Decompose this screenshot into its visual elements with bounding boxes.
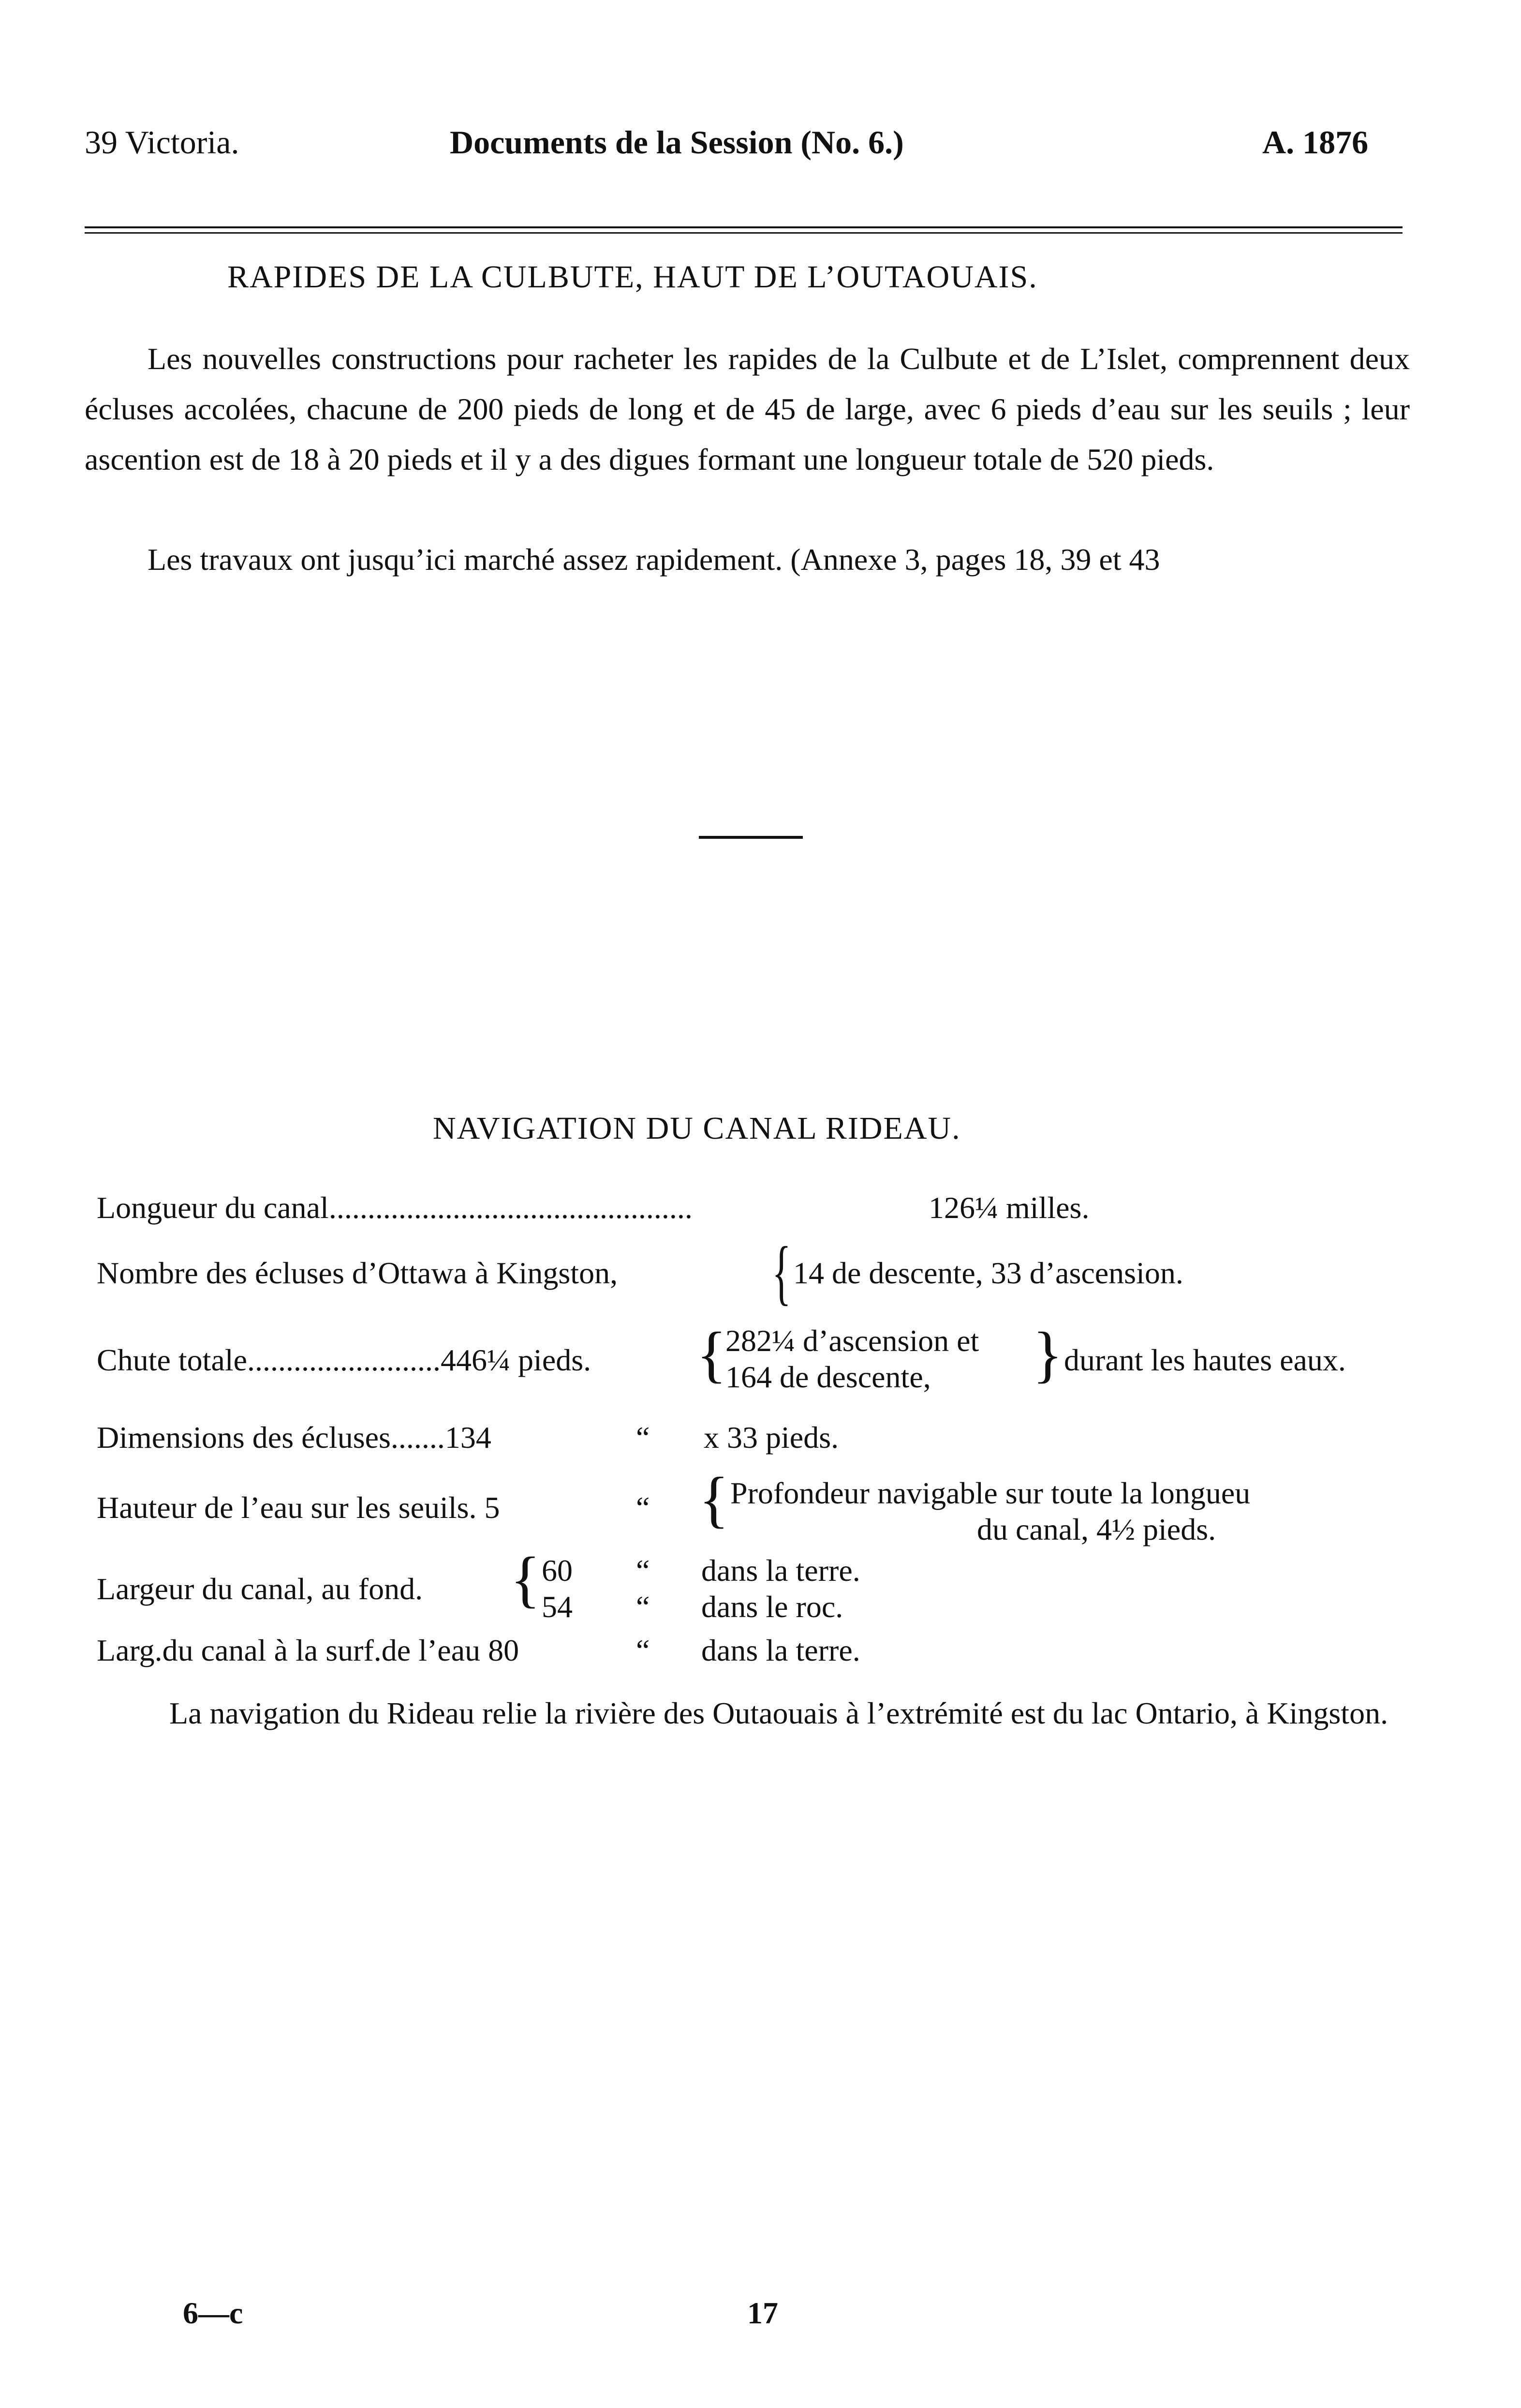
hauteur-line-1: Profondeur navigable sur toute la longueu: [730, 1476, 1251, 1510]
section-title-culbute: RAPIDES DE LA CULBUTE, HAUT DE L’OUTAOUAIS.: [227, 259, 1038, 295]
nombre-value: 14 de descente, 33 d’ascension.: [793, 1256, 1183, 1290]
largeur-quote-2: “: [636, 1590, 650, 1624]
brace-glyph: }: [1033, 1320, 1063, 1389]
header-document-title: Documents de la Session (No. 6.): [450, 124, 904, 161]
dimensions-label: Dimensions des écluses.......134: [97, 1420, 491, 1455]
hauteur-label: Hauteur de l’eau sur les seuils. 5: [97, 1490, 500, 1525]
brace-glyph: {: [510, 1545, 541, 1614]
largeur-label: Largeur du canal, au fond.: [97, 1572, 423, 1606]
paragraph-rideau-closing: La navigation du Rideau relie la rivière des Outaouais à l’extrémité est du lac Ontario, à Kingston.: [169, 1696, 1388, 1730]
section-divider: [699, 836, 803, 839]
brace-glyph: {: [696, 1320, 727, 1389]
paragraph-culbute-description: Les nouvelles constructions pour racheter les rapides de la Culbute et de L’Islet, comprennent deux écluses accolées, chacune de 200 pieds de long et de 45 de large, avec 6 pieds d’eau sur les seuils ; leur ascention est de 18 à 20 pieds et il y a des digues formant une longueur totale de 520 pieds.: [85, 342, 1410, 476]
larg-surf-value: dans la terre.: [701, 1633, 860, 1667]
brace-glyph: {: [772, 1232, 791, 1312]
largeur-text-1: dans la terre.: [701, 1553, 860, 1588]
larg-surf-quote: “: [636, 1633, 650, 1667]
header-session-year: 39 Victoria.: [85, 124, 239, 161]
longueur-value: 126¼ milles.: [929, 1190, 1090, 1225]
chute-line-1: 282¼ d’ascension et: [725, 1323, 979, 1358]
largeur-value-2: 54: [542, 1590, 573, 1624]
dimensions-quote: “: [636, 1420, 650, 1455]
largeur-text-2: dans le roc.: [701, 1590, 843, 1624]
page-number: 17: [747, 2296, 778, 2330]
largeur-quote-1: “: [636, 1553, 650, 1588]
paragraph-culbute-progress: Les travaux ont jusqu’ici marché assez rapidement. (Annexe 3, pages 18, 39 et 43: [148, 542, 1160, 577]
chute-label: Chute totale.........................446¼ pieds.: [97, 1343, 591, 1377]
largeur-value-1: 60: [542, 1553, 573, 1588]
hauteur-quote: “: [636, 1490, 650, 1525]
larg-surf-label: Larg.du canal à la surf.de l’eau 80: [97, 1633, 519, 1667]
chute-line-2: 164 de descente,: [725, 1360, 931, 1394]
footer-signature-mark: 6—c: [183, 2296, 243, 2330]
nombre-label: Nombre des écluses d’Ottawa à Kingston,: [97, 1256, 618, 1290]
header-year: A. 1876: [1262, 124, 1369, 161]
chute-tail: durant les hautes eaux.: [1064, 1343, 1346, 1377]
header-rule-bottom: [85, 232, 1403, 234]
longueur-label: Longueur du canal...............................................: [97, 1190, 693, 1225]
dimensions-value: x 33 pieds.: [704, 1420, 839, 1455]
section-title-rideau: NAVIGATION DU CANAL RIDEAU.: [433, 1111, 961, 1146]
hauteur-line-2: du canal, 4½ pieds.: [977, 1512, 1216, 1546]
brace-glyph: {: [699, 1465, 729, 1534]
header-rule-top: [85, 226, 1403, 228]
